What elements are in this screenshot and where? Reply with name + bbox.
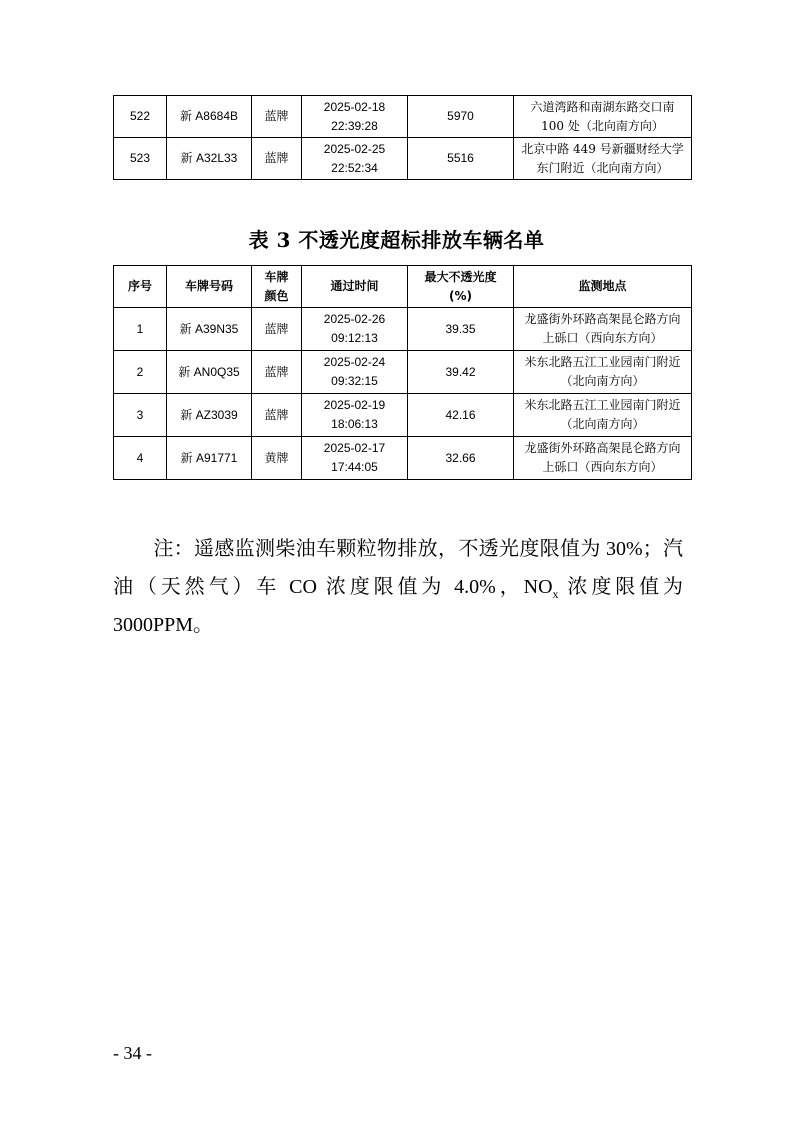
opacity-value: 32.66 xyxy=(408,437,514,480)
table-row xyxy=(114,351,692,394)
note-text-part-2: 浓度限值为 3000PPM。 xyxy=(113,576,683,636)
pass-clock: 09:12:13 xyxy=(331,331,378,345)
plate-number: 新 AZ3039 xyxy=(167,394,252,437)
monitor-location xyxy=(514,138,692,180)
note-subscript: x xyxy=(552,587,559,601)
pass-date: 2025-02-18 xyxy=(323,99,386,114)
row-number: 1 xyxy=(114,308,167,351)
row-number: 4 xyxy=(114,437,167,480)
plate-color: 蓝牌 xyxy=(252,96,302,138)
monitor-location xyxy=(514,437,692,480)
row-number: 2 xyxy=(114,351,167,394)
plate-color: 蓝牌 xyxy=(252,308,302,351)
location-line-2: 上砾口（西向东方向） xyxy=(542,460,663,474)
monitor-location xyxy=(514,351,692,394)
table-row xyxy=(114,138,692,180)
location-line-2: 上砾口（西向东方向） xyxy=(542,331,663,345)
monitor-location xyxy=(514,308,692,351)
location-line-1: 米东北路五江工业园南门附近 xyxy=(524,355,681,369)
pass-time xyxy=(302,308,408,351)
opacity-exceedance-table xyxy=(113,265,692,480)
plate-color: 蓝牌 xyxy=(252,394,302,437)
pass-time xyxy=(302,138,408,180)
location-line-1: 龙盛街外环路高架昆仑路方向 xyxy=(524,312,681,326)
plate-number: 新 A32L33 xyxy=(167,138,252,180)
header-color xyxy=(252,266,302,308)
location-line-2: 东门附近（北向南方向） xyxy=(536,160,669,175)
table-row xyxy=(114,437,692,480)
plate-color: 蓝牌 xyxy=(252,351,302,394)
table-header-row xyxy=(114,266,692,308)
header-location: 监测地点 xyxy=(514,266,692,308)
header-opacity xyxy=(408,266,514,308)
location-line-1: 龙盛街外环路高架昆仑路方向 xyxy=(524,441,681,455)
note-text-part-1: 注：遥感监测柴油车颗粒物排放，不透光度限值为 30%；汽油（天然气）车 CO 浓度限值为 4.0%，NO xyxy=(113,538,683,598)
opacity-value: 39.42 xyxy=(408,351,514,394)
plate-number: 新 A8684B xyxy=(167,96,252,138)
emission-table-continued xyxy=(113,95,692,180)
table-row xyxy=(114,96,692,138)
measured-value: 5516 xyxy=(408,138,514,180)
opacity-value: 42.16 xyxy=(408,394,514,437)
pass-date: 2025-02-25 xyxy=(323,141,386,156)
location-line-1: 北京中路 449 号新疆财经大学 xyxy=(521,141,684,156)
location-line-1: 米东北路五江工业园南门附近 xyxy=(524,398,681,412)
pass-date: 2025-02-24 xyxy=(323,355,386,369)
location-line-2: （北向南方向） xyxy=(560,374,645,388)
pass-time xyxy=(302,437,408,480)
pass-date: 2025-02-26 xyxy=(323,312,386,326)
row-number: 522 xyxy=(114,96,167,138)
pass-clock: 18:06:13 xyxy=(331,417,378,431)
row-number: 523 xyxy=(114,138,167,180)
plate-color: 蓝牌 xyxy=(252,138,302,180)
opacity-value: 39.35 xyxy=(408,308,514,351)
pass-clock: 17:44:05 xyxy=(331,460,378,474)
plate-number: 新 A39N35 xyxy=(167,308,252,351)
header-color-line-2: 颜色 xyxy=(264,288,289,303)
header-opacity-line-2: (%) xyxy=(449,288,472,303)
plate-number: 新 A91771 xyxy=(167,437,252,480)
header-plate: 车牌号码 xyxy=(167,266,252,308)
location-line-1: 六道湾路和南湖东路交口南 xyxy=(530,99,675,114)
pass-date: 2025-02-19 xyxy=(323,398,386,412)
pass-clock: 22:39:28 xyxy=(331,118,378,133)
pass-date: 2025-02-17 xyxy=(323,441,386,455)
monitor-location xyxy=(514,96,692,138)
pass-clock: 09:32:15 xyxy=(331,374,378,388)
monitor-location xyxy=(514,394,692,437)
pass-time xyxy=(302,96,408,138)
table-title: 表 3 不透光度超标排放车辆名单 xyxy=(248,228,545,252)
measured-value: 5970 xyxy=(408,96,514,138)
header-opacity-line-1: 最大不透光度 xyxy=(424,269,497,284)
pass-clock: 22:52:34 xyxy=(331,160,378,175)
header-no: 序号 xyxy=(114,266,167,308)
pass-time xyxy=(302,351,408,394)
pass-time xyxy=(302,394,408,437)
header-color-line-1: 车牌 xyxy=(264,269,289,284)
header-time: 通过时间 xyxy=(302,266,408,308)
location-line-2: （北向南方向） xyxy=(560,417,645,431)
plate-number: 新 AN0Q35 xyxy=(167,351,252,394)
table-row xyxy=(114,394,692,437)
note-paragraph xyxy=(113,530,683,644)
location-line-2: 100 处（北向南方向） xyxy=(541,118,664,133)
plate-color: 黄牌 xyxy=(252,437,302,480)
page-number: - 34 - xyxy=(113,1043,152,1063)
table-row xyxy=(114,308,692,351)
row-number: 3 xyxy=(114,394,167,437)
